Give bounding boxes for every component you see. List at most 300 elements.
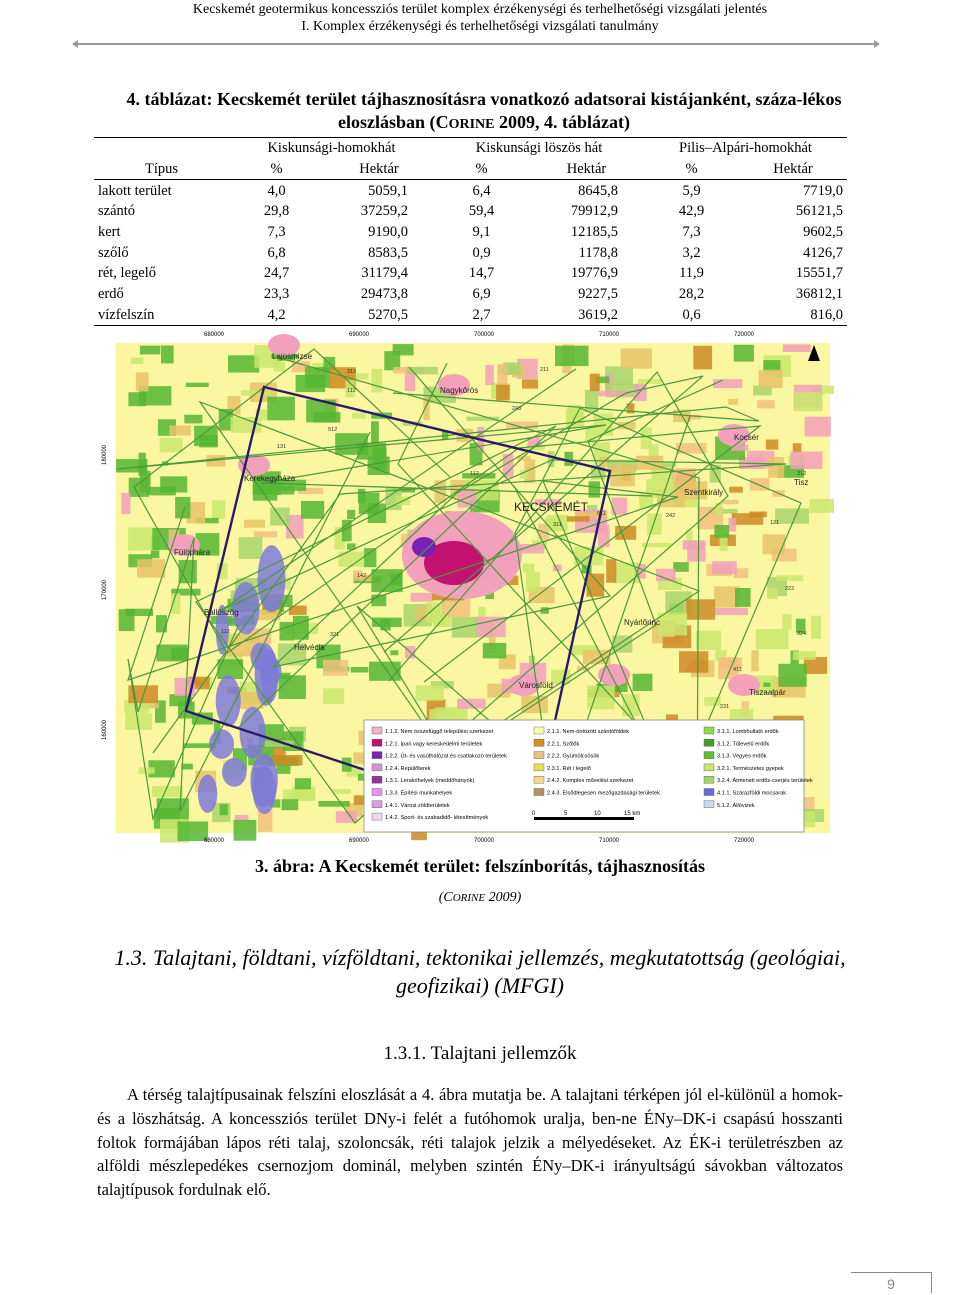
landcover-patch bbox=[686, 599, 715, 619]
header-line-1: Kecskemét geotermikus koncessziós terület komplex érzékenységi és terhelhetőségi vizsgálati jelentés bbox=[192, 2, 768, 17]
row-type: lakott terület bbox=[98, 182, 172, 199]
landcover-patch bbox=[254, 531, 277, 537]
landcover-patch bbox=[373, 447, 387, 469]
place-label-helvecia: Helvécia bbox=[294, 643, 325, 652]
area-code-label: 512 bbox=[328, 427, 338, 433]
landcover-patch bbox=[212, 500, 225, 519]
marsh-patch bbox=[250, 754, 277, 807]
legend-label: 2.1.1. Nem-öntözött szántóföldek bbox=[547, 729, 630, 735]
place-label-ballosto: Ballószög bbox=[204, 608, 239, 617]
landcover-patch bbox=[146, 487, 176, 496]
landcover-patch bbox=[766, 440, 779, 450]
landcover-patch bbox=[729, 487, 743, 493]
landcover-patch bbox=[749, 512, 767, 518]
landcover-patch bbox=[476, 617, 506, 637]
landcover-patch bbox=[782, 614, 791, 630]
landcover-patch bbox=[466, 417, 499, 421]
landcover-patch bbox=[136, 372, 149, 391]
landcover-patch bbox=[131, 358, 144, 365]
landcover-patch bbox=[683, 540, 706, 549]
hectare-cell: 3619,2 bbox=[529, 305, 644, 326]
hectare-header: Hektár bbox=[324, 159, 434, 180]
legend-label: 1.4.1. Városi zöldterületek bbox=[385, 802, 450, 809]
landcover-patch bbox=[810, 499, 835, 513]
group-header: Pilis–Alpári-homokhát bbox=[644, 138, 847, 159]
hectare-cell: 9190,0 bbox=[368, 224, 408, 241]
landcover-patch bbox=[199, 435, 217, 447]
landcover-patch bbox=[305, 367, 331, 388]
coord-label-bottom: 680000 bbox=[204, 838, 225, 844]
legend-label: 2.3.1. Rét / legelő bbox=[547, 765, 591, 772]
landcover-patch bbox=[496, 385, 510, 401]
legend-swatch bbox=[704, 739, 714, 746]
hectare-cell: 37259,2 bbox=[360, 203, 408, 220]
area-code-label: 313 bbox=[347, 369, 357, 375]
figure-caption: 3. ábra: A Kecskemét terület: felszínborítás, tájhasznosítás bbox=[255, 856, 705, 876]
legend-label: 1.2.2. Út- és vasúthálózat és csatlakozó területek bbox=[385, 753, 507, 760]
landcover-patch bbox=[352, 413, 366, 419]
landcover-patch bbox=[555, 346, 589, 366]
landcover-patch bbox=[805, 417, 831, 437]
landcover-patch bbox=[567, 516, 590, 522]
hectare-cell: 4126,7 bbox=[803, 244, 843, 261]
row-type: kert bbox=[98, 224, 121, 241]
landcover-patch bbox=[598, 525, 610, 547]
area-code-label: 311 bbox=[553, 522, 562, 528]
hectare-cell: 1178,8 bbox=[578, 244, 618, 261]
landcover-patch bbox=[234, 820, 257, 841]
landcover-patch bbox=[128, 392, 146, 406]
section-heading: 1.3. Talajtani, földtani, vízföldtani, tektonikai jellemzés, megkutatottság (geológiai, geofizikai) (MFGI) bbox=[114, 945, 846, 998]
landcover-patch bbox=[791, 452, 823, 469]
landcover-patch bbox=[156, 615, 167, 632]
body-paragraph bbox=[97, 1083, 843, 1202]
legend-swatch bbox=[534, 739, 544, 746]
header-rule bbox=[76, 43, 876, 45]
landcover-patch bbox=[351, 667, 369, 673]
hectare-cell: 19776,9 bbox=[570, 265, 618, 282]
place-label-kerekegyhaza: Kerekegyháza bbox=[244, 474, 296, 483]
landcover-patch bbox=[764, 683, 771, 687]
legend-label: 3.1.2. Tűlevelű erdők bbox=[717, 741, 770, 748]
landcover-patch bbox=[606, 559, 616, 583]
landcover-patch bbox=[503, 454, 514, 478]
landcover-patch bbox=[756, 629, 789, 649]
pct-cell: 14,7 bbox=[468, 265, 495, 282]
landcover-patch bbox=[274, 362, 285, 372]
pct-cell: 0,9 bbox=[472, 244, 491, 261]
hectare-cell: 36812,1 bbox=[795, 286, 843, 303]
hectare-cell: 9602,5 bbox=[803, 224, 843, 241]
landcover-patch bbox=[319, 801, 350, 807]
landcover-patch bbox=[369, 662, 401, 681]
page-number: 9 bbox=[851, 1272, 932, 1293]
scale-label: 5 bbox=[564, 811, 568, 817]
landcover-patch bbox=[714, 525, 729, 538]
hectare-cell: 56121,5 bbox=[795, 203, 843, 220]
subsection-heading: 1.3.1. Talajtani jellemzők bbox=[383, 1043, 577, 1064]
landcover-patch bbox=[759, 370, 783, 388]
table-row bbox=[94, 242, 847, 263]
landcover-patch bbox=[497, 364, 507, 387]
hectare-cell: 29473,8 bbox=[360, 286, 408, 303]
landcover-patch bbox=[440, 711, 456, 719]
landcover-patch bbox=[184, 415, 202, 424]
landcover-patch bbox=[186, 383, 209, 387]
pct-cell: 7,3 bbox=[682, 224, 701, 241]
area-code-label: 242 bbox=[666, 513, 676, 519]
legend-label: 4.1.1. Szárazföldi mocsarak bbox=[717, 790, 787, 797]
landcover-patch bbox=[751, 650, 758, 671]
landcover-map bbox=[94, 325, 834, 845]
legend-swatch bbox=[372, 752, 382, 759]
table-corner bbox=[94, 138, 229, 159]
landcover-patch bbox=[282, 799, 299, 810]
hectare-header: Hektár bbox=[529, 159, 644, 180]
legend-swatch bbox=[372, 739, 382, 746]
landcover-patch bbox=[696, 631, 721, 650]
place-label-tiszaalpar: Tiszaalpár bbox=[749, 688, 786, 697]
group-header: Kiskunsági löszös hát bbox=[434, 138, 644, 159]
legend-label: 3.2.4. Átmeneti erdős-cserjés területek bbox=[717, 778, 813, 785]
table-row bbox=[94, 180, 847, 201]
marsh-patch bbox=[222, 758, 247, 787]
hectare-cell: 79912,9 bbox=[570, 203, 618, 220]
table-row bbox=[94, 284, 847, 305]
legend-label: 5.1.2. Állóvizek bbox=[717, 802, 755, 809]
pct-cell: 9,1 bbox=[472, 224, 491, 241]
landcover-patch bbox=[757, 400, 774, 408]
coord-label-left: 160000 bbox=[102, 719, 108, 740]
landcover-patch bbox=[323, 688, 344, 704]
landcover-patch bbox=[129, 478, 149, 497]
landcover-patch bbox=[728, 518, 736, 532]
figure-source-rest: ORINE bbox=[452, 892, 486, 904]
hectare-cell: 31179,4 bbox=[361, 265, 408, 282]
landcover-patch bbox=[793, 392, 822, 411]
landcover-patch bbox=[722, 500, 739, 504]
landcover-patch bbox=[267, 397, 295, 421]
landcover-patch bbox=[734, 345, 754, 362]
legend-label: 3.1.1. Lombhullató erdők bbox=[717, 729, 779, 735]
row-type: erdő bbox=[98, 286, 124, 303]
hectare-cell: 9227,5 bbox=[578, 286, 618, 303]
landcover-patch bbox=[140, 346, 160, 355]
legend-swatch bbox=[704, 752, 714, 759]
coord-label-bottom: 700000 bbox=[474, 838, 495, 844]
landcover-patch bbox=[778, 664, 806, 687]
area-code-label: 321 bbox=[330, 632, 340, 638]
legend-label: 1.2.4. Repülőterek bbox=[385, 765, 431, 772]
area-code-label: 131 bbox=[277, 444, 287, 450]
landcover-patch bbox=[803, 812, 815, 828]
landcover-patch bbox=[713, 379, 742, 388]
landcover-patch bbox=[169, 425, 191, 435]
landcover-patch bbox=[587, 574, 605, 597]
legend-swatch bbox=[704, 801, 714, 808]
area-code-label: 312 bbox=[797, 471, 807, 477]
area-code-label: 324 bbox=[797, 631, 807, 637]
legend-swatch bbox=[534, 789, 544, 796]
area-code-label: 411 bbox=[733, 667, 742, 673]
place-label-szentkiraly: Szentkirály bbox=[684, 488, 724, 497]
pct-cell: 6,8 bbox=[267, 244, 286, 261]
hectare-cell: 5059,1 bbox=[368, 182, 408, 199]
landcover-patch bbox=[364, 548, 376, 567]
hectare-cell: 8645,8 bbox=[578, 182, 618, 199]
paragraph-text: A térség talajtípusainak felszíni eloszlását a 4. ábra mutatja be. A talajtani térképen jól el-különül a homok- és a löszhátság. A koncessziós terület DNy-i felét a futóhomok uralja, ben-ne ÉNy–DK-i csapású hosszanti foltok formájában lápos réti talaj, szoloncsák, réti talajok jelzik a mélyedéseket. Az ÉK-i területrészben az alföldi mészlepedékes csernozjom dominál, melyben szintén ÉNy–DK-i irányultságú sávokban változatos talajtípusok fordulnak elő. bbox=[97, 1085, 843, 1200]
legend-swatch bbox=[372, 789, 382, 796]
table-group-header-row bbox=[94, 138, 847, 159]
row-type: szőlő bbox=[98, 244, 129, 261]
landcover-patch bbox=[803, 797, 814, 811]
landcover-patch bbox=[783, 344, 811, 352]
pct-cell: 2,7 bbox=[434, 305, 529, 326]
scale-label: 0 bbox=[532, 811, 536, 817]
figure-source-open: ( bbox=[438, 890, 444, 905]
landcover-patch bbox=[244, 520, 265, 528]
marsh-patch bbox=[209, 729, 234, 759]
landcover-patch bbox=[714, 608, 748, 615]
landcover-patch bbox=[121, 493, 130, 514]
landcover-patch bbox=[393, 344, 414, 355]
landcover-patch bbox=[323, 660, 348, 676]
pct-cell: 6,4 bbox=[472, 182, 491, 199]
table-sub-header-row bbox=[94, 159, 847, 180]
landcover-patch bbox=[768, 457, 784, 478]
table-row bbox=[94, 305, 847, 326]
landcover-patch bbox=[633, 674, 653, 691]
landcover-patch bbox=[152, 786, 183, 797]
landuse-table bbox=[94, 137, 847, 326]
landcover-patch bbox=[301, 501, 324, 519]
legend-swatch bbox=[372, 727, 382, 734]
pct-cell: 6,9 bbox=[472, 286, 491, 303]
landcover-patch bbox=[416, 685, 444, 701]
landcover-patch bbox=[239, 537, 263, 559]
landcover-patch bbox=[390, 574, 402, 586]
landcover-patch bbox=[333, 789, 351, 794]
legend-label: 3.1.3. Vegyes erdők bbox=[717, 753, 767, 760]
area-code-label: 112 bbox=[470, 471, 479, 477]
legend-swatch bbox=[704, 776, 714, 783]
legend-label: 2.4.2. Komplex művelési szerkezet bbox=[547, 778, 634, 785]
landcover-patch bbox=[119, 609, 135, 631]
landcover-patch bbox=[679, 651, 708, 673]
landcover-patch bbox=[276, 765, 290, 774]
legend-swatch bbox=[372, 801, 382, 808]
type-header: Típus bbox=[94, 159, 229, 180]
landcover-patch bbox=[181, 764, 193, 770]
legend-label: 2.2.2. Gyümölcsösök bbox=[547, 753, 600, 760]
landcover-patch bbox=[621, 348, 652, 368]
legend-swatch bbox=[534, 727, 544, 734]
legend-swatch bbox=[534, 776, 544, 783]
place-label-kecskemet: KECSKEMÉT bbox=[514, 500, 589, 514]
landcover-patch bbox=[139, 767, 155, 773]
pct-cell: 28,2 bbox=[678, 286, 705, 303]
legend-label: 1.3.1. Lerakóhelyek (meddőhányók) bbox=[385, 778, 475, 785]
coord-label-top: 710000 bbox=[599, 332, 620, 338]
legend-swatch bbox=[534, 764, 544, 771]
landcover-patch bbox=[647, 514, 661, 535]
landcover-patch bbox=[160, 438, 183, 452]
pct-cell: 4,2 bbox=[229, 305, 324, 326]
pct-cell: 7,3 bbox=[267, 224, 286, 241]
landcover-patch bbox=[564, 452, 573, 466]
landcover-patch bbox=[775, 508, 809, 523]
landcover-patch bbox=[728, 399, 738, 405]
pct-cell: 59,4 bbox=[468, 203, 495, 220]
landcover-patch bbox=[811, 616, 821, 639]
hectare-cell: 15551,7 bbox=[795, 265, 843, 282]
pct-cell: 0,6 bbox=[644, 305, 739, 326]
legend-swatch bbox=[704, 764, 714, 771]
legend-swatch bbox=[372, 813, 382, 820]
coord-label-bottom: 720000 bbox=[734, 838, 755, 844]
landcover-patch bbox=[587, 686, 615, 710]
place-label-fulophaza: Fülöphára bbox=[174, 548, 211, 557]
place-label-kocser: Kocsér bbox=[734, 433, 759, 442]
landcover-patch bbox=[156, 645, 187, 662]
row-type: rét, legelő bbox=[98, 265, 156, 282]
hectare-cell: 5270,5 bbox=[324, 305, 434, 326]
coord-label-top: 690000 bbox=[349, 332, 370, 338]
area-code-label: 231 bbox=[720, 704, 730, 710]
landcover-patch bbox=[371, 369, 382, 393]
pct-cell: 42,9 bbox=[678, 203, 705, 220]
legend-label: 1.1.2. Nem összefüggő települési szerkezet bbox=[385, 729, 494, 735]
landcover-map-svg bbox=[94, 325, 834, 845]
figure-source-c: C bbox=[443, 890, 453, 905]
coord-label-top: 680000 bbox=[204, 332, 225, 338]
legend-swatch bbox=[704, 727, 714, 734]
scale-bar bbox=[534, 817, 634, 820]
area-code-label: 243 bbox=[512, 406, 522, 412]
pct-header: % bbox=[644, 159, 739, 180]
landcover-patch bbox=[485, 365, 494, 385]
landcover-patch bbox=[347, 510, 355, 519]
legend-label: 2.4.3. Elsődlegesen mezőgazdasági területek bbox=[547, 790, 660, 797]
legend-label: 1.3.3. Építési munkahelyek bbox=[385, 790, 453, 797]
scale-label: 10 bbox=[594, 811, 601, 817]
table-caption-end: 2009, 4. táblázat) bbox=[494, 112, 630, 132]
landcover-patch bbox=[371, 421, 379, 442]
landcover-patch bbox=[656, 569, 676, 581]
landcover-patch bbox=[763, 534, 786, 554]
figure-source-end: 2009) bbox=[485, 890, 522, 905]
coord-label-bottom: 690000 bbox=[349, 838, 370, 844]
legend-swatch bbox=[704, 789, 714, 796]
legend-label: 1.2.1. Ipari vagy kereskedelmi területek bbox=[385, 741, 483, 748]
hectare-cell: 7719,0 bbox=[803, 182, 843, 199]
landcover-patch bbox=[735, 588, 751, 607]
table-caption bbox=[104, 88, 864, 136]
landcover-patch bbox=[636, 456, 664, 470]
place-label-tiszakecske: Tisz bbox=[794, 478, 809, 487]
landcover-patch bbox=[593, 413, 613, 435]
place-label-lajosmizse: Lajosmizse bbox=[272, 352, 313, 361]
table-caption-corine-c: C bbox=[435, 112, 449, 132]
row-type: vízfelszín bbox=[94, 305, 229, 326]
pct-header: % bbox=[229, 159, 324, 180]
pct-cell: 29,8 bbox=[263, 203, 290, 220]
landcover-patch bbox=[390, 650, 398, 655]
pct-header: % bbox=[434, 159, 529, 180]
area-code-label: 222 bbox=[785, 586, 795, 592]
scale-label: 15 km bbox=[624, 811, 641, 817]
group-header: Kiskunsági-homokhát bbox=[229, 138, 434, 159]
legend-label: 3.2.1. Természetes gyepek bbox=[717, 765, 784, 772]
legend-swatch bbox=[372, 776, 382, 783]
landcover-patch bbox=[235, 815, 248, 821]
landcover-patch bbox=[793, 651, 816, 660]
landcover-patch bbox=[712, 561, 737, 574]
area-code-label: 211 bbox=[540, 367, 549, 373]
place-label-varosfold: Városföld bbox=[519, 681, 553, 690]
landcover-patch bbox=[411, 593, 433, 602]
landcover-patch bbox=[280, 622, 295, 641]
landcover-patch bbox=[457, 699, 485, 709]
table-row bbox=[94, 222, 847, 243]
table-row bbox=[94, 201, 847, 222]
pct-cell: 5,9 bbox=[682, 182, 701, 199]
pct-cell: 24,7 bbox=[263, 265, 290, 282]
landcover-patch bbox=[767, 588, 778, 599]
kecskemet-rail bbox=[412, 537, 436, 557]
area-code-label: 142 bbox=[357, 573, 367, 579]
coord-label-top: 720000 bbox=[734, 332, 755, 338]
landcover-patch bbox=[137, 559, 165, 578]
landcover-patch bbox=[589, 481, 601, 497]
landcover-patch bbox=[777, 575, 804, 581]
marsh-patch bbox=[262, 649, 279, 703]
landcover-patch bbox=[523, 564, 535, 573]
hectare-header: Hektár bbox=[739, 159, 847, 180]
landcover-patch bbox=[295, 778, 311, 789]
hectare-cell: 12185,5 bbox=[570, 224, 618, 241]
coord-label-bottom: 710000 bbox=[599, 838, 620, 844]
pct-cell: 3,2 bbox=[682, 244, 701, 261]
area-code-label: 121 bbox=[770, 520, 780, 526]
landcover-patch bbox=[483, 643, 507, 659]
table-caption-corine-rest: ORINE bbox=[448, 117, 495, 132]
coord-label-left: 180000 bbox=[102, 444, 108, 465]
landcover-patch bbox=[590, 374, 600, 392]
landcover-patch bbox=[289, 606, 307, 615]
landcover-patch bbox=[220, 804, 228, 815]
area-code-label: 511 bbox=[597, 511, 606, 517]
table-caption-text: 4. táblázat: Kecskemét terület tájhasznosításra vonatkozó adatsorai kistájanként, száza-lékos eloszlásban ( bbox=[126, 89, 842, 132]
landcover-patch bbox=[161, 346, 174, 364]
pct-cell: 4,0 bbox=[267, 182, 286, 199]
coord-label-left: 170000 bbox=[102, 579, 108, 600]
row-type: szántó bbox=[98, 203, 136, 220]
place-label-nyarlorinc: Nyárlőrinc bbox=[624, 618, 661, 627]
area-code-label: 112 bbox=[347, 388, 356, 394]
landcover-patch bbox=[522, 379, 538, 388]
hectare-cell: 8583,5 bbox=[368, 244, 408, 261]
place-label-nagykoros: Nagykőrös bbox=[440, 386, 479, 395]
figure-source bbox=[0, 890, 960, 906]
landcover-patch bbox=[693, 346, 712, 370]
hectare-cell: 816,0 bbox=[739, 305, 847, 326]
pct-cell: 23,3 bbox=[263, 286, 290, 303]
header-line-2: I. Komplex érzékenységi és terhelhetőségi vizsgálati tanulmány bbox=[301, 19, 659, 34]
coord-label-top: 700000 bbox=[474, 332, 495, 338]
marsh-patch bbox=[216, 675, 241, 726]
legend-swatch bbox=[534, 752, 544, 759]
